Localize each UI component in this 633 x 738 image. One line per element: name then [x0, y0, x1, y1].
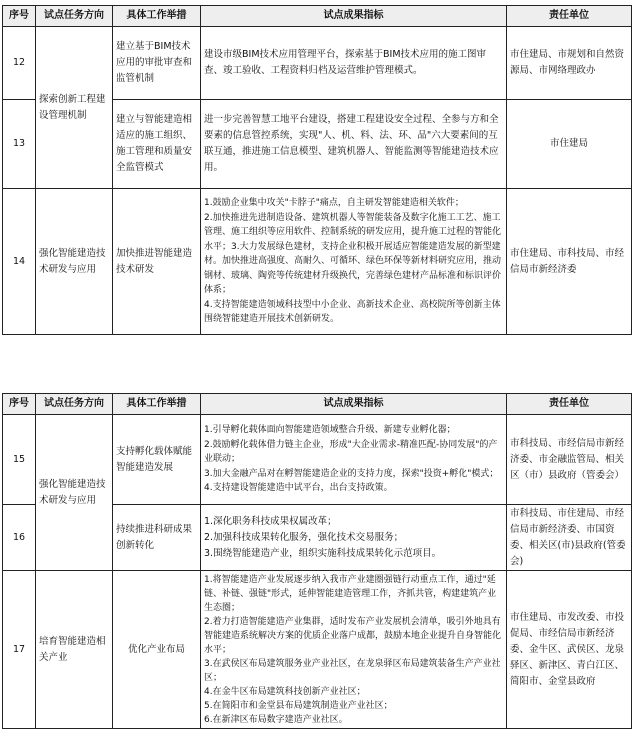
row-number: 15 [3, 415, 36, 505]
header-indicators: 试点成果指标 [201, 6, 507, 27]
indicator-cell [201, 505, 507, 571]
task-direction-cell: 培育智能建造相关产业 [36, 571, 113, 729]
indicator-line: 2.鼓励孵化载体借力链主企业，形成"大企业需求-精准匹配-协同发展"的产业联动； [204, 439, 498, 465]
header-measure: 具体工作举措 [113, 6, 201, 27]
indicator-line: 1.将智能建造产业发展逐步纳入我市产业建圈强链行动重点工作，通过"延链、补链、强链"形式，延伸智能建造管理工作，齐抓共管，构建建筑产业生态圈； [204, 574, 497, 613]
indicator-line: 4.支持智能建造领域科技型中小企业、高新技术企业、高校院所等创新主体围绕智能建造开展技术创新研发。 [204, 299, 501, 325]
header-no: 序号 [3, 394, 36, 415]
indicator-line: 3.加大金融产品对在孵智能建造企业的支持力度，探索"投资+孵化"模式； [204, 468, 499, 479]
row-number: 17 [3, 571, 36, 729]
indicator-cell [201, 571, 507, 729]
header-units: 责任单位 [507, 6, 632, 27]
indicator-line: 3.围绕智能建造产业，组织实施科技成果转化示范项目。 [204, 547, 442, 559]
measure-cell: 加快推进智能建造技术研发 [113, 189, 201, 335]
indicator-line: 4.在金牛区布局建筑科技创新产业社区； [204, 686, 366, 697]
header-indicators: 试点成果指标 [201, 394, 507, 415]
indicator-line: 2.着力打造智能建造产业集群，适时发布产业发展机会清单，吸引外地具有智能建造系统解决方案的优质企业落户成都，鼓励本地企业提升自身智能化水平； [204, 616, 502, 655]
header-direction: 试点任务方向 [36, 6, 113, 27]
task-direction-cell: 强化智能建造技术研发与应用 [36, 189, 113, 335]
table-row [3, 415, 632, 505]
table-header-row [3, 6, 632, 27]
header-measure: 具体工作举措 [113, 394, 201, 415]
table-header-row [3, 394, 632, 415]
policy-table-2 [2, 393, 632, 729]
indicator-line: 2.加强科技成果转化服务，强化技术交易服务； [204, 531, 404, 543]
header-units: 责任单位 [507, 394, 632, 415]
task-direction-cell: 探索创新工程建设管理机制 [36, 27, 113, 189]
indicator-line: 建设市级BIM技术应用管理平台，探索基于BIM技术应用的施工图审查、竣工验收、工程资料归档及运营维护管理模式。 [204, 49, 487, 76]
responsible-unit-cell: 市住建局、市发改委、市投促局、市经信局市新经济委、金牛区、武侯区、龙泉驿区、新津区、青白江区、简阳市、金堂县政府 [507, 571, 632, 729]
indicator-cell [201, 189, 507, 335]
table-row [3, 571, 632, 729]
policy-table-1 [2, 5, 632, 335]
header-direction: 试点任务方向 [36, 394, 113, 415]
indicator-line: 1.引导孵化载体面向智能建造领域整合升级、新建专业孵化器； [204, 425, 456, 436]
row-number: 13 [3, 100, 36, 189]
indicator-cell [201, 27, 507, 100]
measure-cell: 支持孵化载体赋能智能建造发展 [113, 415, 201, 505]
responsible-unit-cell: 市住建局、市科技局、市经信局市新经济委 [507, 189, 632, 335]
measure-cell: 建立基于BIM技术应用的审批审查和监管机制 [113, 27, 201, 100]
responsible-unit-cell: 市住建局、市规划和自然资源局、市网络理政办 [507, 27, 632, 100]
indicator-line: 进一步完善智慧工地平台建设，搭建工程建设安全过程、全参与方和全要素的信息管控系统，实现"人、机、料、法、环、品"六大要素间的互联互通，推进施工信息模型、建筑机器人、智能监测等智能建造技术应用。 [204, 114, 499, 173]
table-row [3, 189, 632, 335]
indicator-cell [201, 415, 507, 505]
header-no: 序号 [3, 6, 36, 27]
task-direction-cell: 强化智能建造技术研发与应用 [36, 415, 113, 571]
indicator-cell [201, 100, 507, 189]
indicator-line: 5.在简阳市和金堂县布局建筑制造业产业社区； [204, 700, 393, 711]
indicator-line: 4.支持建设智能建造中试平台，出台支持政策。 [204, 483, 393, 494]
measure-cell: 持续推进科研成果创新转化 [113, 505, 201, 571]
row-number: 16 [3, 505, 36, 571]
indicator-line: 1.深化职务科技成果权属改革； [204, 515, 337, 527]
row-number: 12 [3, 27, 36, 100]
responsible-unit-cell: 市科技局、市经信局市新经济委、市金融监管局、相关区（市）县政府（管委会） [507, 415, 632, 505]
measure-cell: 建立与智能建造相适应的施工组织、施工管理和质量安全监管模式 [113, 100, 201, 189]
responsible-unit-cell: 市住建局 [507, 100, 632, 189]
indicator-line: 3.在武侯区布局建筑服务业产业社区，在龙泉驿区布局建筑装备生产产业社区； [204, 658, 501, 683]
indicator-line: 1.鼓励企业集中攻关"卡脖子"痛点，自主研发智能建造相关软件； [204, 198, 464, 209]
row-number: 14 [3, 189, 36, 335]
responsible-unit-cell: 市科技局、市住建局、市经信局市新经济委、市国资委、相关区(市)县政府(管委会) [507, 505, 632, 571]
table-row [3, 27, 632, 100]
indicator-line: 6.在新津区布局数字建造产业社区。 [204, 714, 348, 725]
indicator-line: 2.加快推进先进制造设备、建筑机器人等智能装备及数字化施工工艺、施工管理、施工组织等应用软件、控制系统的研发应用，提升施工过程的智能化水平；3.大力发展绿色建材，支持企业积极开展适应智能建造发展的新型建材。加快推进高强度、高耐久、可循环、绿色环保等新材料研究应用，推动钢材、玻璃、陶瓷等传统建材升级换代，完善绿色建材产品标准和标识评价体系； [204, 212, 502, 296]
measure-cell: 优化产业布局 [113, 571, 201, 729]
